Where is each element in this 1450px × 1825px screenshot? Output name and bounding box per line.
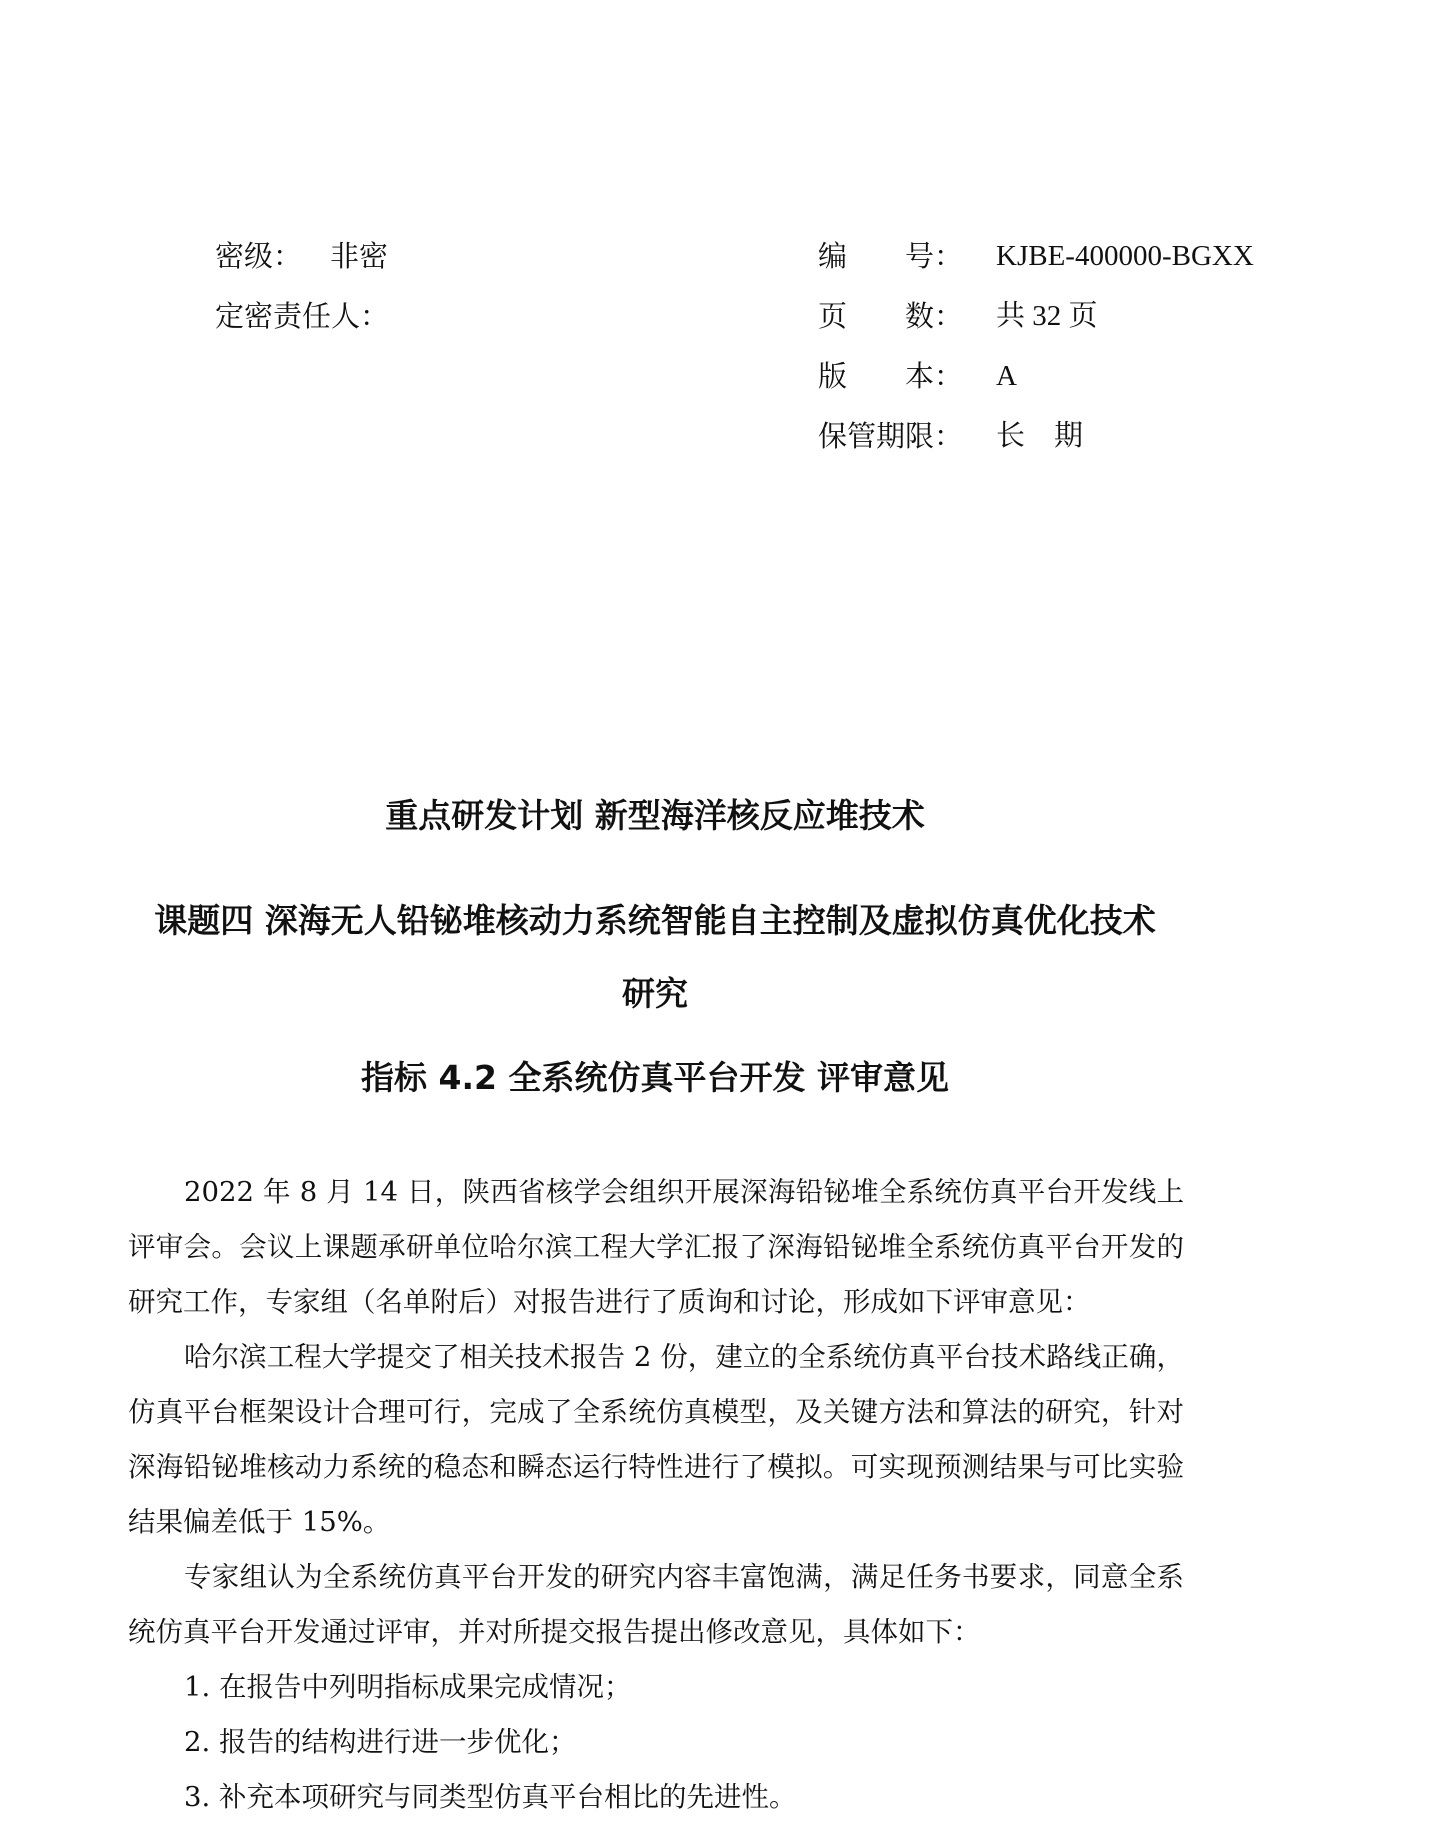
document-body: [128, 1165, 1184, 1825]
retention-value: 长 期: [996, 420, 1084, 452]
title-line-3: 指标 4.2 全系统仿真平台开发 评审意见: [361, 1058, 949, 1097]
revision-list: [128, 1660, 1184, 1825]
version-row: [818, 346, 1254, 406]
pages-row: [818, 286, 1254, 346]
meta-right-block: [818, 226, 1254, 466]
title-line-1: 重点研发计划 新型海洋核反应堆技术: [385, 796, 925, 835]
number-value: KJBE-400000-BGXX: [996, 240, 1254, 272]
secrecy-row: [215, 226, 389, 286]
officer-label: 定密责任人：: [215, 299, 390, 333]
version-label: 版 本：: [818, 359, 964, 393]
officer-row: [215, 286, 389, 346]
number-label: 编 号：: [818, 239, 964, 273]
retention-label: 保管期限：: [818, 419, 964, 453]
retention-row: [818, 406, 1254, 466]
pages-label: 页 数：: [818, 299, 964, 333]
list-item: 2. 报告的结构进行进一步优化；: [184, 1726, 577, 1758]
body-paragraph-3: 专家组认为全系统仿真平台开发的研究内容丰富饱满，满足任务书要求，同意全系统仿真平台开发通过评审，并对所提交报告提出修改意见，具体如下：: [128, 1561, 1184, 1648]
pages-value: 共 32 页: [996, 300, 1098, 332]
body-paragraph-2: 哈尔滨工程大学提交了相关技术报告 2 份，建立的全系统仿真平台技术路线正确，仿真平台框架设计合理可行，完成了全系统仿真模型，及关键方法和算法的研究，针对深海铅铋堆核动力系统的稳态和瞬态运行特性进行了模拟。可实现预测结果与可比实验结果偏差低于 15%。: [128, 1341, 1184, 1538]
secrecy-value: 非密: [330, 239, 389, 273]
body-paragraph-1: 2022 年 8 月 14 日，陕西省核学会组织开展深海铅铋堆全系统仿真平台开发线上评审会。会议上课题承研单位哈尔滨工程大学汇报了深海铅铋堆全系统仿真平台开发的研究工作，专家组（名单附后）对报告进行了质询和讨论，形成如下评审意见：: [128, 1176, 1184, 1318]
list-item: 1. 在报告中列明指标成果完成情况；: [184, 1671, 632, 1703]
list-item: 3. 补充本项研究与同类型仿真平台相比的先进性。: [184, 1781, 797, 1813]
number-row: [818, 226, 1254, 286]
secrecy-label: 密级：: [215, 239, 303, 273]
meta-left-block: [215, 226, 389, 346]
title-line-2: 课题四 深海无人铅铋堆核动力系统智能自主控制及虚拟仿真优化技术研究: [154, 901, 1156, 1013]
version-value: A: [996, 360, 1017, 392]
